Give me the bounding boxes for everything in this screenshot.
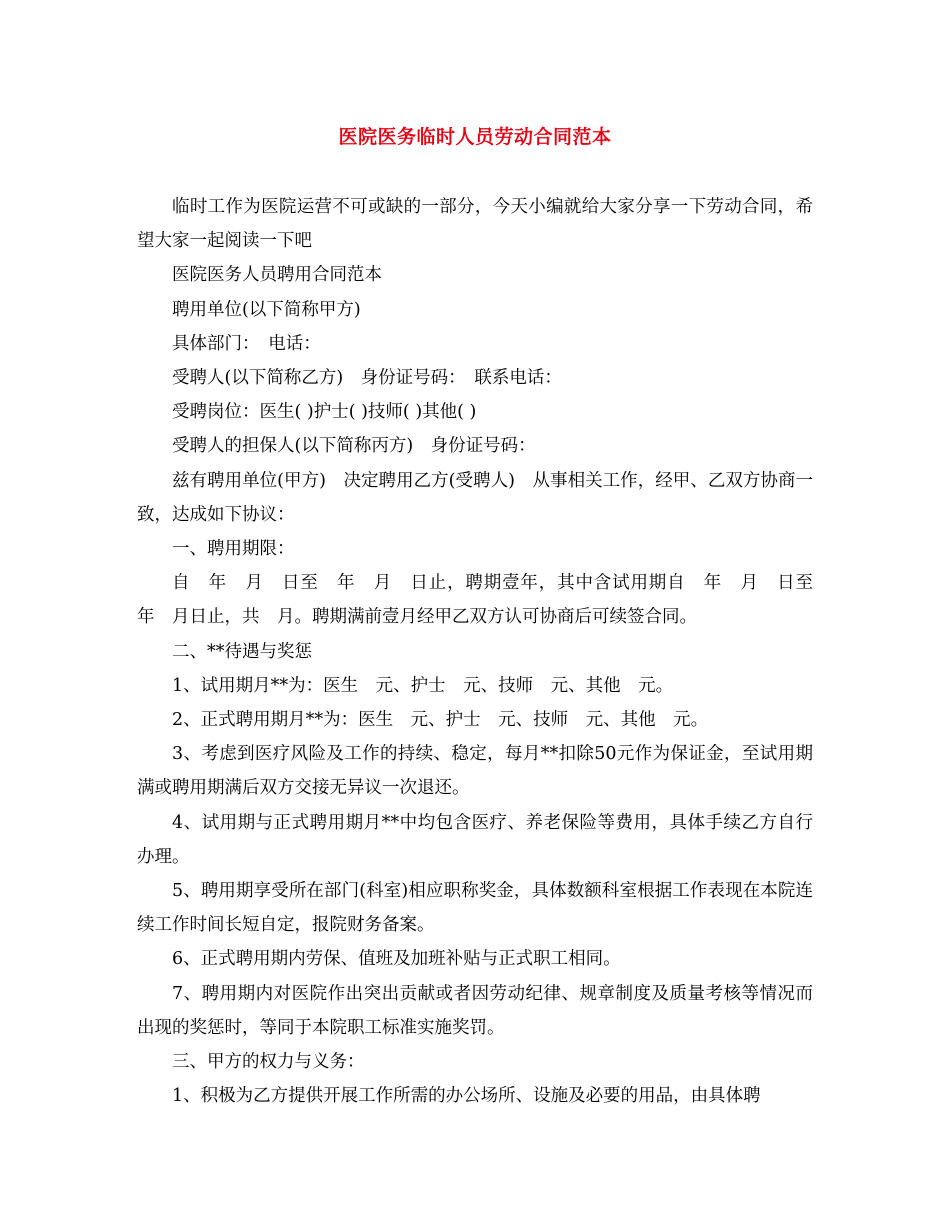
paragraph: 受聘人(以下简称乙方) 身份证号码： 联系电话： xyxy=(172,368,562,389)
paragraph: 兹有聘用单位(甲方) 决定聘用乙方(受聘人) 从事相关工作，经甲、乙双方协商一致，达成如下协议： xyxy=(137,470,813,525)
paragraph: 6、正式聘用期内劳保、值班及加班补贴与正式职工相同。 xyxy=(172,949,621,970)
paragraph: 自 年 月 日至 年 月 日止，聘期壹年，其中含试用期自 年 月 日至 年 月日止，共 月。聘期满前壹月经甲乙双方认可协商后可续签合同。 xyxy=(137,573,831,628)
paragraph: 受聘岗位：医生( )护士( )技师( )其他( ) xyxy=(172,402,477,423)
paragraph: 具体部门： 电话： xyxy=(172,333,321,354)
paragraph: 1、试用期月**为：医生 元、护士 元、技师 元、其他 元。 xyxy=(172,675,674,696)
paragraph: 三、甲方的权力与义务： xyxy=(172,1052,365,1073)
paragraph: 医院医务人员聘用合同范本 xyxy=(172,265,382,286)
paragraph: 临时工作为医院运营不可或缺的一部分，今天小编就给大家分享一下劳动合同，希望大家一起阅读一下吧 xyxy=(137,197,813,252)
paragraph: 3、考虑到医疗风险及工作的持续、稳定，每月**扣除50元作为保证金，至试用期满或聘用期满后双方交接无异议一次退还。 xyxy=(137,744,813,799)
paragraph: 聘用单位(以下简称甲方) xyxy=(172,299,361,320)
paragraph: 1、积极为乙方提供开展工作所需的办公场所、设施及必要的用品，由具体聘 xyxy=(172,1086,761,1107)
document-title: 医院医务临时人员劳动合同范本 xyxy=(338,126,612,148)
paragraph: 二、**待遇与奖惩 xyxy=(172,641,312,662)
paragraph: 2、正式聘用期月**为：医生 元、护士 元、技师 元、其他 元。 xyxy=(172,710,709,731)
document-body xyxy=(137,190,831,1113)
paragraph: 5、聘用期享受所在部门(科室)相应职称奖金，具体数额科室根据工作表现在本院连续工作时间长短自定，报院财务备案。 xyxy=(137,881,813,936)
paragraph: 4、试用期与正式聘用期月**中均包含医疗、养老保险等费用，具体手续乙方自行办理。 xyxy=(137,812,813,867)
paragraph: 一、聘用期限： xyxy=(172,539,295,560)
paragraph: 7、聘用期内对医院作出突出贡献或者因劳动纪律、规章制度及质量考核等情况而出现的奖惩时，等同于本院职工标准实施奖罚。 xyxy=(137,983,813,1038)
paragraph: 受聘人的担保人(以下简称丙方) 身份证号码： xyxy=(172,436,536,457)
